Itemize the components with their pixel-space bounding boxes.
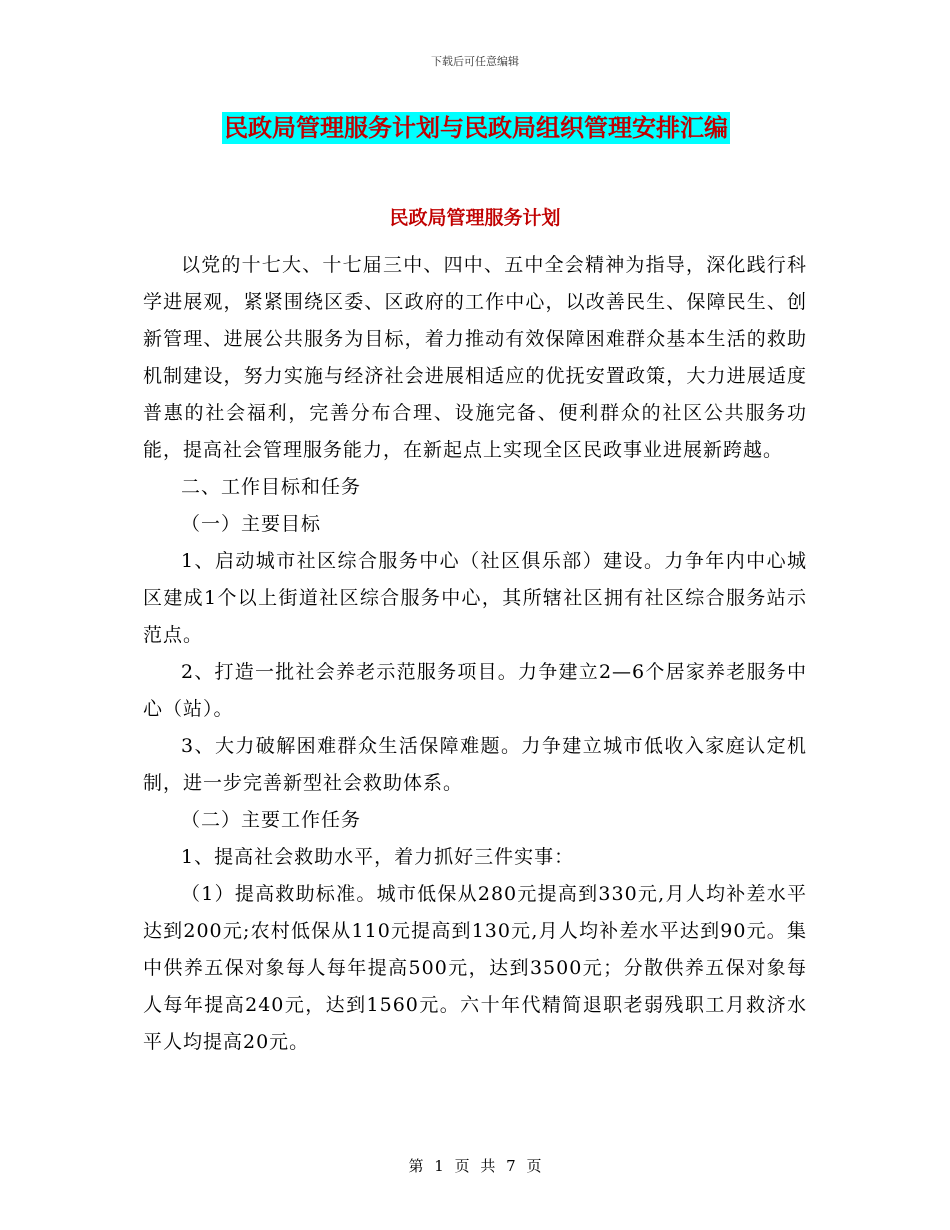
header-note: 下载后可任意编辑	[431, 55, 519, 68]
paragraph-task-1: 1、提高社会救助水平，着力抓好三件实事：	[181, 846, 575, 868]
paragraph-intro: 以党的十七大、十七届三中、四中、五中全会精神为指导，深化践行科学进展观，紧紧围绕区委、区政府的工作中心，以改善民生、保障民生、创新管理、进展公共服务为目标，着力推动有效保障困难群众基本生活的救助机制建设，努力实施与经济社会进展相适应的优抚安置政策，大力进展适度普惠的社会福利，完善分布合理、设施完备、便利群众的社区公共服务功能，提高社会管理服务能力，在新起点上实现全区民政事业进展新跨越。	[143, 254, 807, 461]
paragraph-heading-goals-tasks: 二、工作目标和任务	[181, 476, 362, 498]
paragraph-heading-main-tasks: （二）主要工作任务	[181, 809, 362, 831]
section-title: 民政局管理服务计划	[389, 207, 561, 229]
paragraph-goal-3: 3、大力破解困难群众生活保障难题。力争建立城市低收入家庭认定机制，进一步完善新型社会救助体系。	[143, 735, 807, 794]
paragraph-goal-2: 2、打造一批社会养老示范服务项目。力争建立2—6个居家养老服务中心（站）。	[143, 661, 807, 720]
page-number-footer: 第 1 页 共 7 页	[408, 1157, 542, 1175]
paragraph-heading-main-goals: （一）主要目标	[181, 513, 322, 535]
paragraph-task-1-1: （1）提高救助标准。城市低保从280元提高到330元,月人均补差水平达到200元;农村低保从110元提高到130元,月人均补差水平达到90元。集中供养五保对象每人每年提高500元，达到3500元；分散供养五保对象每人每年提高240元，达到1560元。六十年代精简退职老弱残职工月救济水平人均提高20元。	[143, 883, 807, 1053]
paragraph-goal-1: 1、启动城市社区综合服务中心（社区俱乐部）建设。力争年内中心城区建成1个以上街道社区综合服务中心，其所辖社区拥有社区综合服务站示范点。	[143, 550, 807, 646]
document-body	[143, 247, 807, 1061]
document-main-title: 民政局管理服务计划与民政局组织管理安排汇编	[224, 114, 728, 142]
